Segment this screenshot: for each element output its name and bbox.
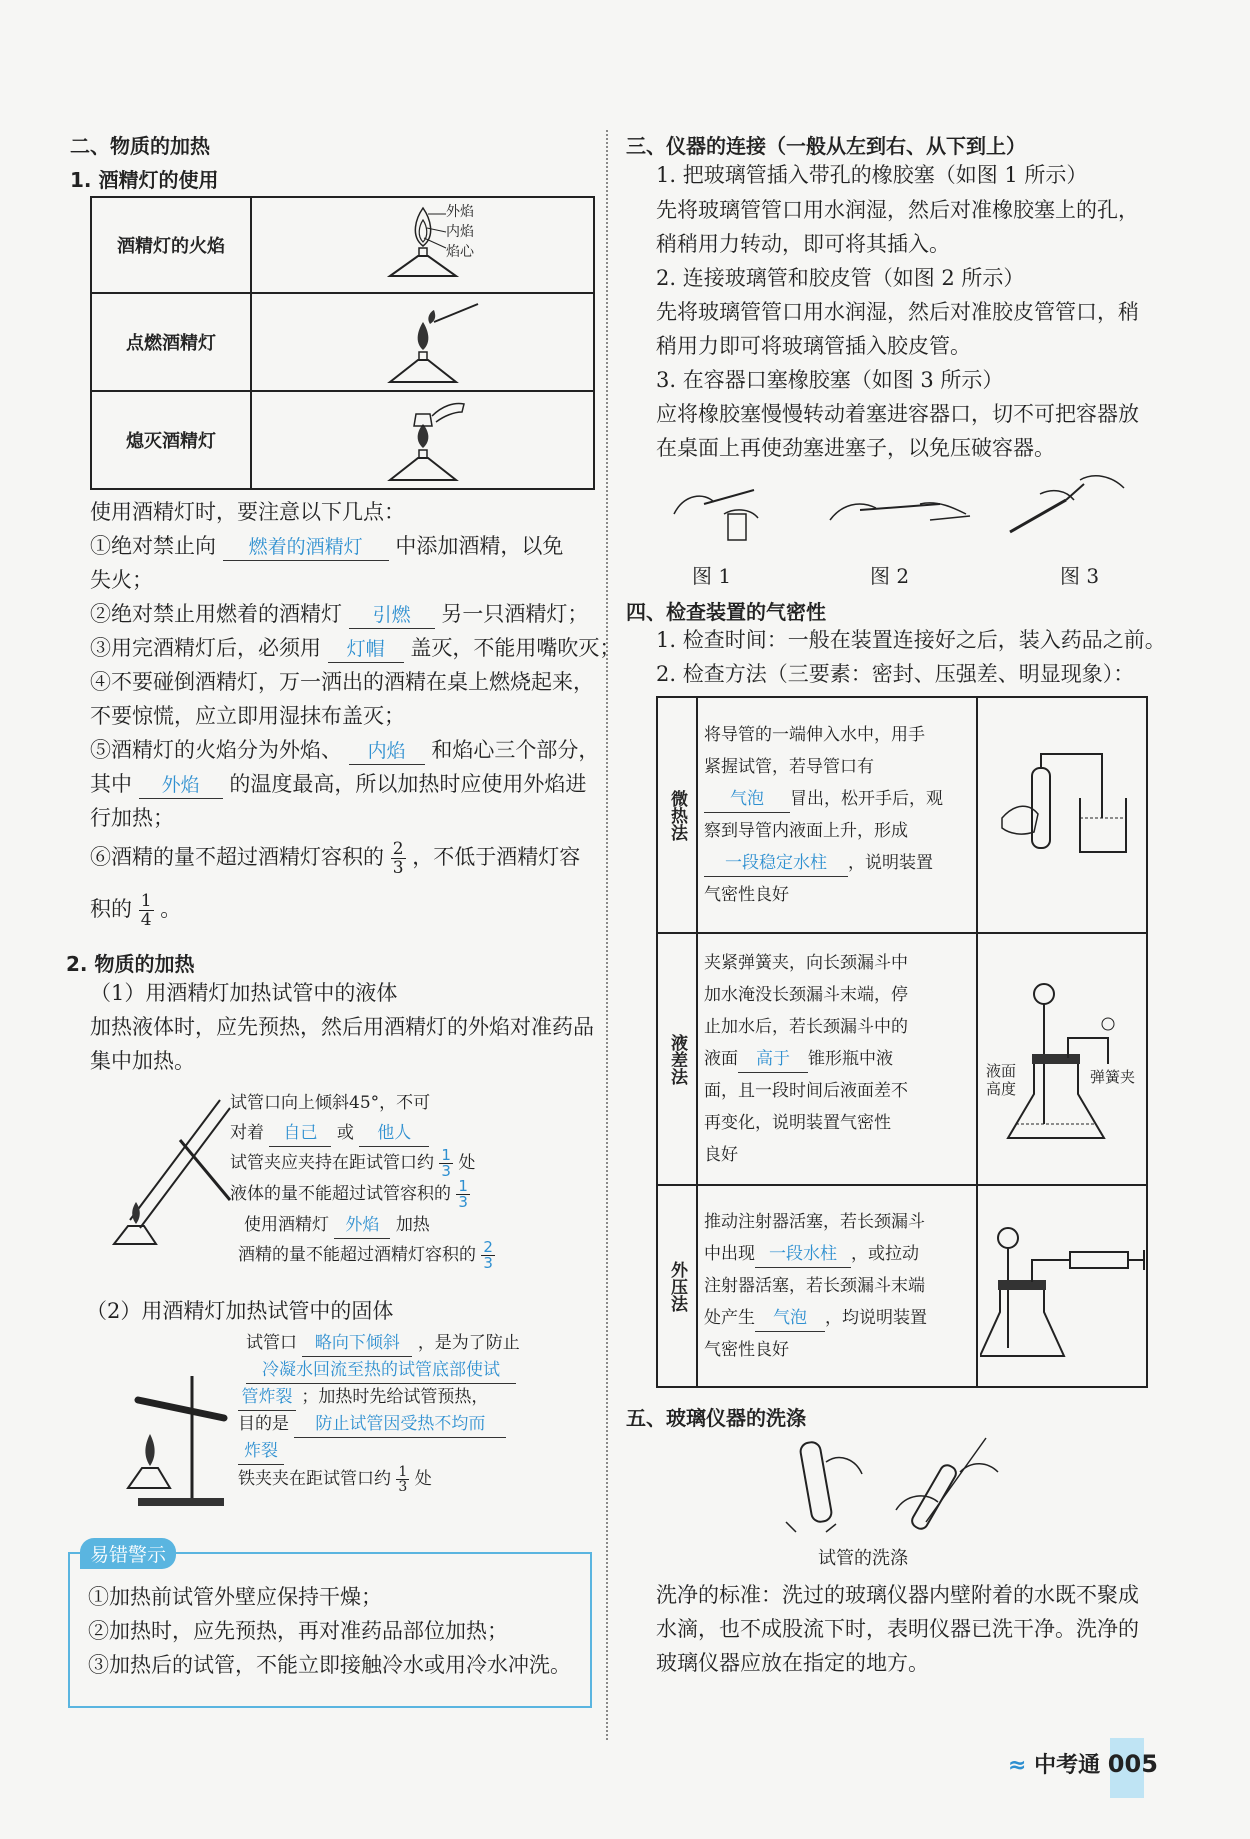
fraction: $\frac{1}{3}$ (458, 1177, 468, 1211)
airtightness-method: 2. 检查方法（三要素：密封、压强差、明显现象）： (656, 662, 1135, 686)
method-name: 外压法 (657, 1185, 697, 1387)
method-answer: 气泡 (704, 786, 790, 813)
method-text: 处产生 (704, 1308, 755, 1328)
external-pressure-figure (980, 1216, 1150, 1366)
figure1-label: 图 1 (692, 564, 732, 588)
method-text: 中出现 (704, 1244, 755, 1264)
connection-step2: 2. 连接玻璃管和胶皮管（如图 2 所示） (656, 266, 1025, 290)
method-text: 止加水后，若长颈漏斗中的 (704, 1017, 908, 1037)
note5-line3: 行加热； (90, 806, 174, 830)
note6-end: 。 (160, 897, 182, 921)
liquid-difference-figure (988, 974, 1138, 1144)
figure1-insert-tube (664, 474, 764, 544)
method-text: 将导管的一端伸入水中，用手 (704, 725, 925, 745)
liquid-label-flame: 使用酒精灯 (244, 1215, 329, 1235)
figure3-label: 图 3 (1060, 564, 1100, 588)
method-text: ，说明装置 (848, 853, 933, 873)
lighting-lamp-figure (370, 298, 510, 388)
figure-label-height: 高度 (986, 1080, 1017, 1098)
liquid-label-clamp-end: 处 (458, 1153, 476, 1173)
liquid-label-flame-post: 加热 (395, 1215, 430, 1235)
flame-label-inner: 内焰 (446, 224, 474, 240)
connection-step3-line1: 应将橡胶塞慢慢转动着塞进容器口，切不可把容器放 (656, 402, 1139, 426)
method-text: 液面 (704, 1049, 738, 1069)
subsection-title-heating: 2. 物质的加热 (66, 952, 195, 976)
method-text: 注射器活塞，若长颈漏斗末端 (704, 1276, 925, 1296)
fraction: $\frac{1}{4}$ (140, 891, 152, 930)
method-answer: 高于 (738, 1046, 808, 1073)
fraction: $\frac{1}{3}$ (441, 1146, 451, 1180)
method-name: 微热法 (657, 697, 697, 933)
figure2-label: 图 2 (870, 564, 910, 588)
method-text: 推动注射器活塞，若长颈漏斗 (704, 1212, 925, 1232)
airtightness-methods-table (656, 696, 1148, 1388)
mistake-item: ③加热后的试管，不能立即接触冷水或用冷水冲洗。 (88, 1653, 571, 1677)
liquid-heating-line1: 加热液体时，应先预热，然后用酒精灯的外焰对准药品 (90, 1015, 594, 1039)
column-divider (606, 130, 608, 1740)
method-figure-cell (977, 1185, 1147, 1387)
solid-answer-crack: 管炸裂 (238, 1384, 296, 1411)
method-description (697, 933, 977, 1185)
washing-standard-line1: 洗净的标准：洗过的玻璃仪器内壁附着的水既不聚成 (656, 1583, 1139, 1607)
liquid-label-tilt: 试管口向上倾斜45°，不可 (230, 1093, 431, 1113)
extinguishing-lamp-figure (370, 396, 510, 486)
liquid-answer-other: 他人 (359, 1120, 429, 1147)
note6-line2: 积的 (90, 897, 132, 921)
solid-answer-reason: 冷凝水回流至热的试管底部使试 (246, 1357, 516, 1384)
method-text: 面，且一段时间后液面差不 (704, 1081, 908, 1101)
connection-step2-line2: 稍用力即可将玻璃管插入胶皮管。 (656, 334, 971, 358)
solid-label-preheat: ；加热时先给试管预热， (301, 1387, 489, 1407)
section-title-airtightness: 四、检查装置的气密性 (626, 600, 826, 624)
method-text: 锥形瓶中液 (808, 1049, 893, 1069)
note2-text-post: 另一只酒精灯； (441, 602, 589, 626)
fraction: $\frac{1}{3}$ (398, 1464, 408, 1495)
liquid-heating-line2: 集中加热。 (90, 1049, 195, 1073)
micro-heat-figure (992, 748, 1142, 878)
flame-label-outer: 外焰 (446, 204, 474, 220)
method-text: 气密性良好 (704, 885, 789, 905)
connection-step1-line1: 先将玻璃管管口用水润湿，然后对准橡胶塞上的孔， (656, 198, 1139, 222)
light-lamp-figure-cell (251, 293, 594, 391)
note4-line2: 不要惊慌，应立即用湿抹布盖灭； (90, 704, 405, 728)
note1-answer: 燃着的酒精灯 (223, 534, 389, 561)
section-title-connection: 三、仪器的连接（一般从左到右、从下到上） (626, 134, 1026, 158)
alcohol-lamp-table (90, 196, 595, 490)
method-text: 察到导管内液面上升，形成 (704, 821, 908, 841)
method-text: ，均说明装置 (825, 1308, 927, 1328)
liquid-answer-self: 自己 (269, 1120, 331, 1147)
note5-text: ⑤酒精灯的火焰分为外焰、 (90, 738, 342, 762)
note2-text: ②绝对禁止用燃着的酒精灯 (90, 602, 342, 626)
note6-text-mid: ，不低于酒精灯容 (412, 845, 581, 869)
mistake-item: ②加热时，应先预热，再对准药品部位加热； (88, 1619, 508, 1643)
method-text: 加水淹没长颈漏斗末端，停 (704, 985, 908, 1005)
fraction: $\frac{2}{3}$ (483, 1238, 493, 1272)
note5-answer-outer: 外焰 (139, 772, 223, 799)
flame-label-core: 焰心 (446, 244, 474, 260)
note6-text: ⑥酒精的量不超过酒精灯容积的 (90, 845, 384, 869)
fraction: $\frac{2}{3}$ (392, 839, 404, 878)
method-text: 紧握试管，若导管口有 (704, 757, 874, 777)
note5-line2-post: 的温度最高，所以加热时应使用外焰进 (229, 772, 587, 796)
notes-intro: 使用酒精灯时，要注意以下几点： (90, 500, 405, 524)
note1-text-post: 中添加酒精，以免 (395, 534, 564, 558)
brand-wave-icon: ≈ (1008, 1753, 1027, 1778)
solid-label-purpose: 目的是 (238, 1414, 289, 1434)
connection-step1: 1. 把玻璃管插入带孔的橡胶塞（如图 1 所示） (656, 163, 1088, 187)
section-title-heating: 二、物质的加热 (70, 134, 210, 158)
method-text: 夹紧弹簧夹，向长颈漏斗中 (704, 953, 908, 973)
solid-answer-crack2: 炸裂 (238, 1438, 284, 1465)
liquid-label-alcohol: 酒精的量不能超过酒精灯容积的 (238, 1245, 476, 1265)
liquid-label-volume: 液体的量不能超过试管容积的 (230, 1184, 451, 1204)
solid-heating-figure (118, 1370, 238, 1510)
liquid-answer-outer-flame: 外焰 (334, 1212, 390, 1239)
note1-text: ①绝对禁止向 (90, 534, 216, 558)
solid-label-mouth: 试管口 (246, 1333, 297, 1353)
lamp-row-label: 酒精灯的火焰 (91, 197, 251, 293)
connection-step2-line1: 先将玻璃管管口用水润湿，然后对准胶皮管管口，稍 (656, 300, 1139, 324)
method-text: ，或拉动 (851, 1244, 919, 1264)
connection-step3: 3. 在容器口塞橡胶塞（如图 3 所示） (656, 368, 1004, 392)
test-tube-washing-figure (776, 1432, 1006, 1542)
solid-label-mouth-post: ，是为了防止 (417, 1333, 520, 1353)
note3-answer: 灯帽 (328, 636, 404, 663)
method-text: 再变化，说明装置气密性 (704, 1113, 891, 1133)
method-text: 气密性良好 (704, 1340, 789, 1360)
note4-line1: ④不要碰倒酒精灯，万一洒出的酒精在桌上燃烧起来， (90, 670, 594, 694)
solid-heating-title: （2）用酒精灯加热试管中的固体 (86, 1299, 394, 1323)
flame-structure-figure (372, 202, 492, 292)
solid-label-iron-clamp: 铁夹夹在距试管口约 (238, 1469, 391, 1489)
method-answer: 一段水柱 (755, 1241, 851, 1268)
note5-text-mid: 和焰心三个部分， (431, 738, 600, 762)
washing-standard-line2: 水滴，也不成股流下时，表明仪器已洗干净。洗净的 (656, 1617, 1139, 1641)
note1-continued: 失火； (90, 568, 153, 592)
liquid-heating-figure (110, 1090, 240, 1260)
method-answer: 气泡 (755, 1305, 825, 1332)
figure2-connect-hose (820, 474, 980, 544)
note2-answer: 引燃 (349, 602, 435, 629)
extinguish-figure-cell (251, 391, 594, 489)
airtightness-time: 1. 检查时间：一般在装置连接好之后，装入药品之前。 (656, 628, 1166, 652)
liquid-label-clamp: 试管夹应夹持在距试管口约 (230, 1153, 434, 1173)
solid-answer-tilt: 略向下倾斜 (302, 1330, 412, 1357)
note3-text-post: 盖灭，不能用嘴吹灭； (410, 636, 621, 660)
method-figure-cell (977, 697, 1147, 933)
note5-line2-pre: 其中 (90, 772, 132, 796)
note5-answer-inner: 内焰 (349, 738, 425, 765)
subsection-title-lamp: 1. 酒精灯的使用 (70, 168, 219, 192)
note3-text: ③用完酒精灯后，必须用 (90, 636, 321, 660)
lamp-row-label: 点燃酒精灯 (91, 293, 251, 391)
brand-name: 中考通 (1034, 1753, 1101, 1778)
washing-caption: 试管的洗涤 (818, 1548, 908, 1569)
liquid-heating-title: （1）用酒精灯加热试管中的液体 (90, 981, 398, 1005)
method-figure-cell (977, 933, 1147, 1185)
method-description (697, 697, 977, 933)
lamp-row-label: 熄灭酒精灯 (91, 391, 251, 489)
method-name: 液差法 (657, 933, 697, 1185)
connection-step3-line2: 在桌面上再使劲塞进塞子，以免压破容器。 (656, 436, 1055, 460)
connection-step1-line2: 稍稍用力转动，即可将其插入。 (656, 232, 950, 256)
washing-standard-line3: 玻璃仪器应放在指定的地方。 (656, 1651, 929, 1675)
figure-label-spring-clip: 弹簧夹 (1090, 1068, 1136, 1086)
liquid-label-face: 对着 (230, 1123, 264, 1143)
flame-figure-cell (251, 197, 594, 293)
mistake-item: ①加热前试管外壁应保持干燥； (88, 1585, 382, 1609)
common-mistakes-box (68, 1544, 592, 1708)
page-number: 005 (1107, 1750, 1158, 1778)
page-footer (1008, 1748, 1158, 1779)
figure-label-level: 液面 (986, 1062, 1017, 1080)
solid-answer-purpose: 防止试管因受热不均而 (294, 1411, 506, 1438)
common-mistakes-tag: 易错警示 (80, 1538, 176, 1569)
liquid-label-or: 或 (336, 1123, 354, 1143)
method-answer: 一段稳定水柱 (704, 850, 848, 877)
solid-label-iron-clamp-end: 处 (414, 1469, 432, 1489)
method-text: 冒出，松开手后，观 (790, 789, 943, 809)
method-description (697, 1185, 977, 1387)
method-text: 良好 (704, 1145, 738, 1165)
section-title-washing: 五、玻璃仪器的洗涤 (626, 1406, 806, 1430)
figure3-stopper (1000, 470, 1140, 540)
